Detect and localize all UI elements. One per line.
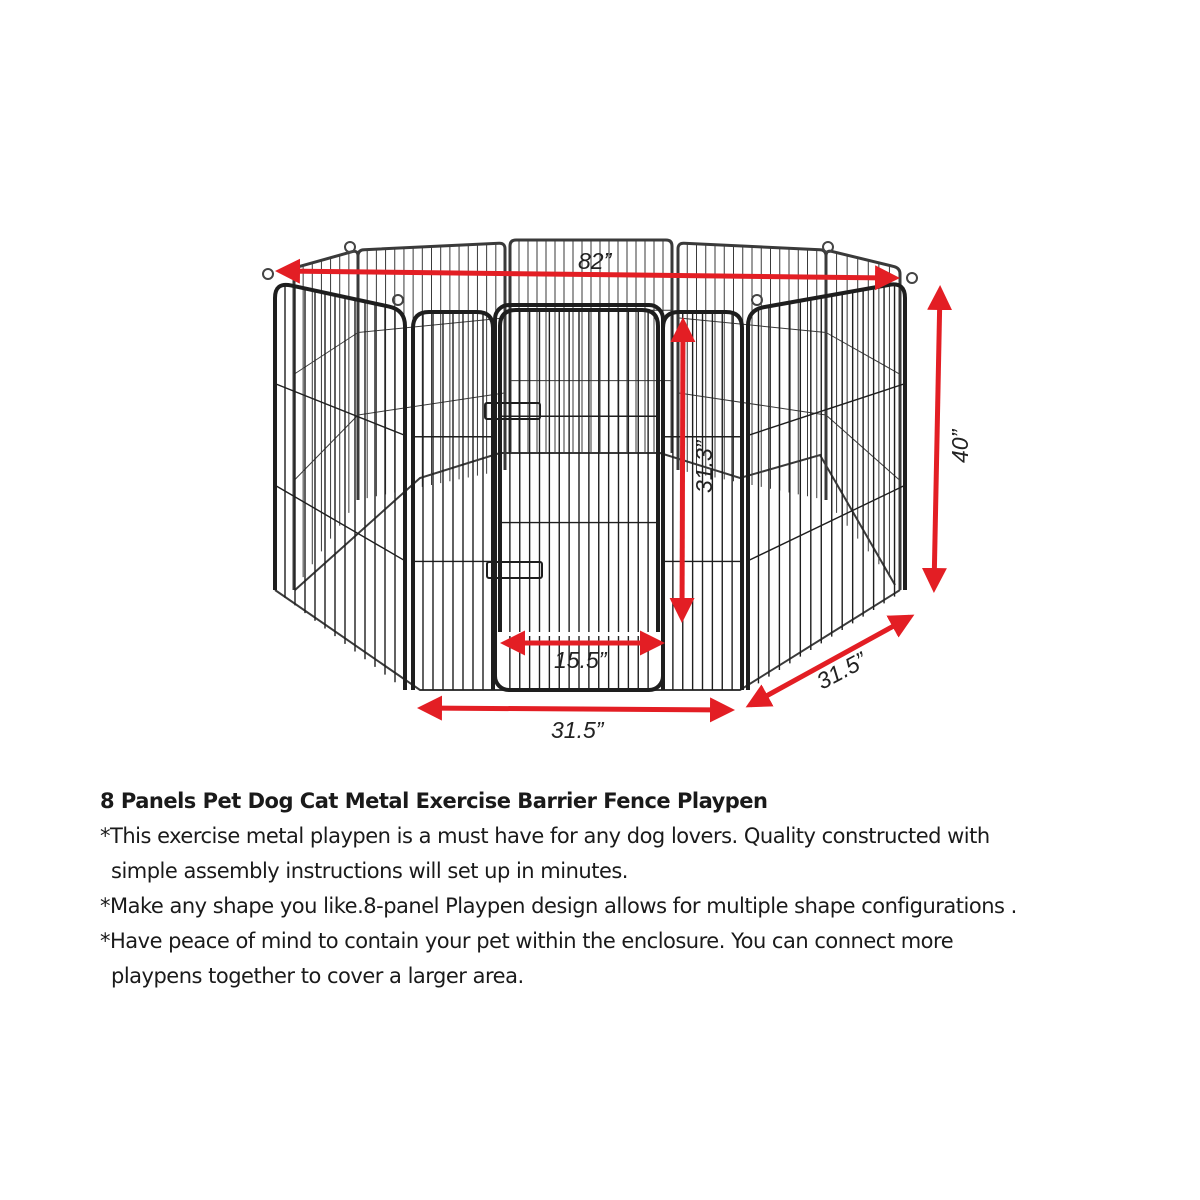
door-height-label: 31.3” bbox=[691, 440, 717, 493]
bullet-2 bbox=[100, 889, 1120, 924]
product-title: 8 Panels Pet Dog Cat Metal Exercise Barrier Fence Playpen bbox=[100, 789, 768, 813]
bullet-1-line-1: *This exercise metal playpen is a must have for any dog lovers. Quality constructed with bbox=[100, 824, 990, 848]
bullet-2-line-1: *Make any shape you like.8-panel Playpen design allows for multiple shape configurations . bbox=[100, 894, 1017, 918]
front-panel-arrow bbox=[422, 708, 730, 710]
door-width-label: 15.5” bbox=[554, 647, 607, 673]
height-label: 40” bbox=[947, 429, 973, 463]
fence-panel bbox=[663, 312, 742, 690]
fence-panel bbox=[413, 312, 493, 690]
octagonal-playpen-illustration-icon bbox=[263, 240, 917, 690]
side-panel-label: 31.5” bbox=[812, 646, 871, 695]
door-height-arrow bbox=[682, 322, 683, 618]
front-panel-label: 31.5” bbox=[551, 717, 604, 743]
bullet-1 bbox=[100, 819, 1120, 889]
bullet-3 bbox=[100, 924, 1120, 994]
bullet-1-line-2: simple assembly instructions will set up in minutes. bbox=[111, 859, 628, 883]
fence-panel bbox=[294, 251, 358, 590]
fence-panel bbox=[500, 310, 658, 632]
bullet-3-line-1: *Have peace of mind to contain your pet within the enclosure. You can connect more bbox=[100, 929, 954, 953]
height-arrow bbox=[934, 290, 940, 588]
product-description bbox=[100, 784, 1120, 994]
bullet-3-line-2: playpens together to cover a larger area. bbox=[111, 964, 524, 988]
width-label: 82” bbox=[578, 248, 612, 274]
